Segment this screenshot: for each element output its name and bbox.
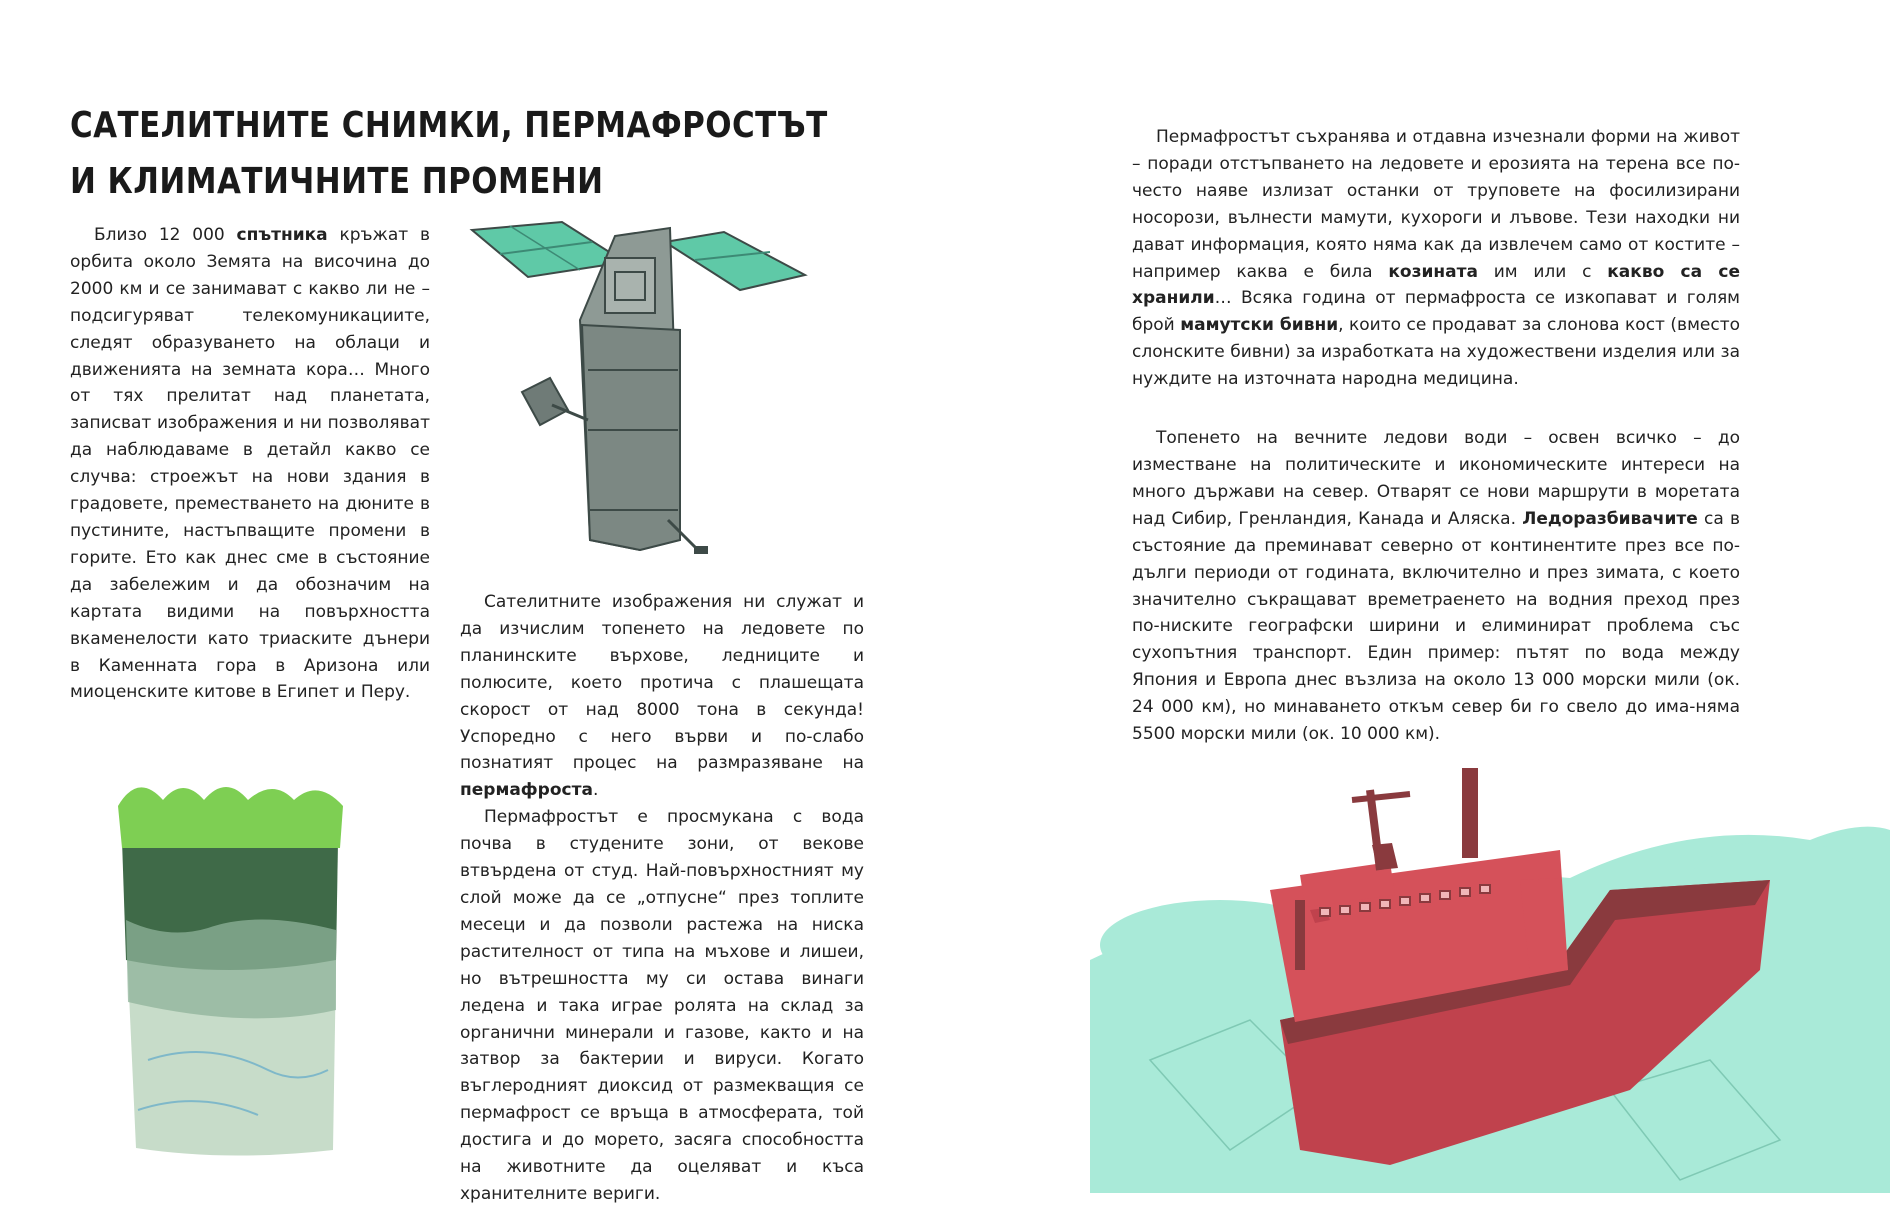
text-run: . xyxy=(592,780,599,801)
text-run: кръжат в орбита около Земята на височина до 2000 км и се занимават с какво ли не – подсигуряват телекомуникациите, следят образуването на облаци и движенията на земната кора… Много от тях прелитат над планетата, записват изображения и ни позволяват да наблюдаваме в детайл какво се случва: строежът на нови здания в градовете, преместването на дюните в пустините, настъпващите промени в горите. Ето как днес сме в състояние да забележим и да обозначим на картата видими на повърхността вкаменелости като триаските дънери в Каменната гора в Аризона или миоценските китове в Египет и Перу. xyxy=(70,225,430,703)
bold-term-fur: козината xyxy=(1388,261,1478,282)
bold-term-satellites: спътника xyxy=(236,225,328,245)
text-run: Сателитните изображения ни служат и да изчислим топенето на ледовете по планинските върхове, ледниците и полюсите, което протича с плашещата скорост от над 8000 тона в секунда! Успоредно с него върви и по-слабо познатият процес на размразяване на xyxy=(460,592,864,774)
satellite-illustration xyxy=(470,220,800,565)
title-line-1: САТЕЛИТНИТЕ СНИМКИ, ПЕРМАФРОСТЪТ xyxy=(70,105,828,146)
paragraph: Пермафростът е просмукана с вода почва в студените зони, от векове втвърдена от студ. Най-повърхностният му слой може да се „отпусне“ през топлите месеци и да позволи растежа на ниска растителност от типа на мъхове и лишеи, но вътрешността му си остава винаги ледена и така играе ролята на склад за органични минерали и газове, както и на затвор за бактерии и вируси. Когато въглеродният диоксид от размекващия се пермафрост се връща в атмосферата, той достига и до морето, засяга способността на животните да оцеляват и къса хранителните вериги. xyxy=(460,807,864,1204)
text-run: … Всяка година от пермафроста се изкопават и голям брой xyxy=(1132,288,1740,336)
paragraph xyxy=(70,222,430,706)
text-run: Топенето на вечните ледови води – освен всичко – до изместване на политическите и икономическите интереси на много държави на север. Отварят се нови маршрути в моретата над Сибир, Гренландия, Канада и Аляска. xyxy=(1132,428,1740,529)
bold-term-diet: какво са се хранили xyxy=(1132,261,1741,309)
title-line-2: И КЛИМАТИЧНИТЕ ПРОМЕНИ xyxy=(70,161,604,202)
text-column-right xyxy=(1132,124,1740,748)
page-title xyxy=(70,98,828,210)
text-column-left xyxy=(70,222,430,706)
paragraph xyxy=(460,589,864,804)
paragraph xyxy=(1132,124,1740,393)
permafrost-soil-illustration xyxy=(108,770,348,1160)
text-run: им или с xyxy=(1477,261,1608,282)
bold-term-mammoth-tusks: мамутски бивни xyxy=(1180,315,1339,336)
bold-term-permafrost: пермафроста xyxy=(460,780,593,801)
text-run: Пермафростът съхранява и отдавна изчезнали форми на живот – поради отстъпването на ледовете и ерозията на терена все по-често наяве излизат останки от труповете на фосилизирани носорози, вълнести мамути, кухороги и лъвове. Тези находки ни дават информация, която няма как да извлечем само от костите – например каква е била xyxy=(1132,127,1740,282)
text-run: са в състояние да преминават северно от континентите през все по-дълги периоди от годината, включително и през зимата, с което значително съкращават времетраенето на водния преход през по-ниските географски ширини и елиминират проблема със сухопътния транспорт. Един пример: пътят по вода между Япония и Европа днес възлиза на около 13 000 морски мили (ок. 24 000 км), но минаването откъм север би го свело до има-няма 5500 морски мили (ок. 10 000 км). xyxy=(1132,508,1740,745)
icebreaker-ship-illustration xyxy=(1090,760,1890,1193)
bold-term-icebreakers: Ледоразбивачите xyxy=(1522,508,1698,529)
text-run: , които се продават за слонова кост (вместо слонските бивни) за изработката на художествени изделия или за нуждите на източната народна медицина. xyxy=(1132,315,1740,390)
text-run: Близо 12 000 xyxy=(94,225,237,245)
text-column-middle xyxy=(460,589,864,1208)
paragraph xyxy=(1132,425,1740,748)
